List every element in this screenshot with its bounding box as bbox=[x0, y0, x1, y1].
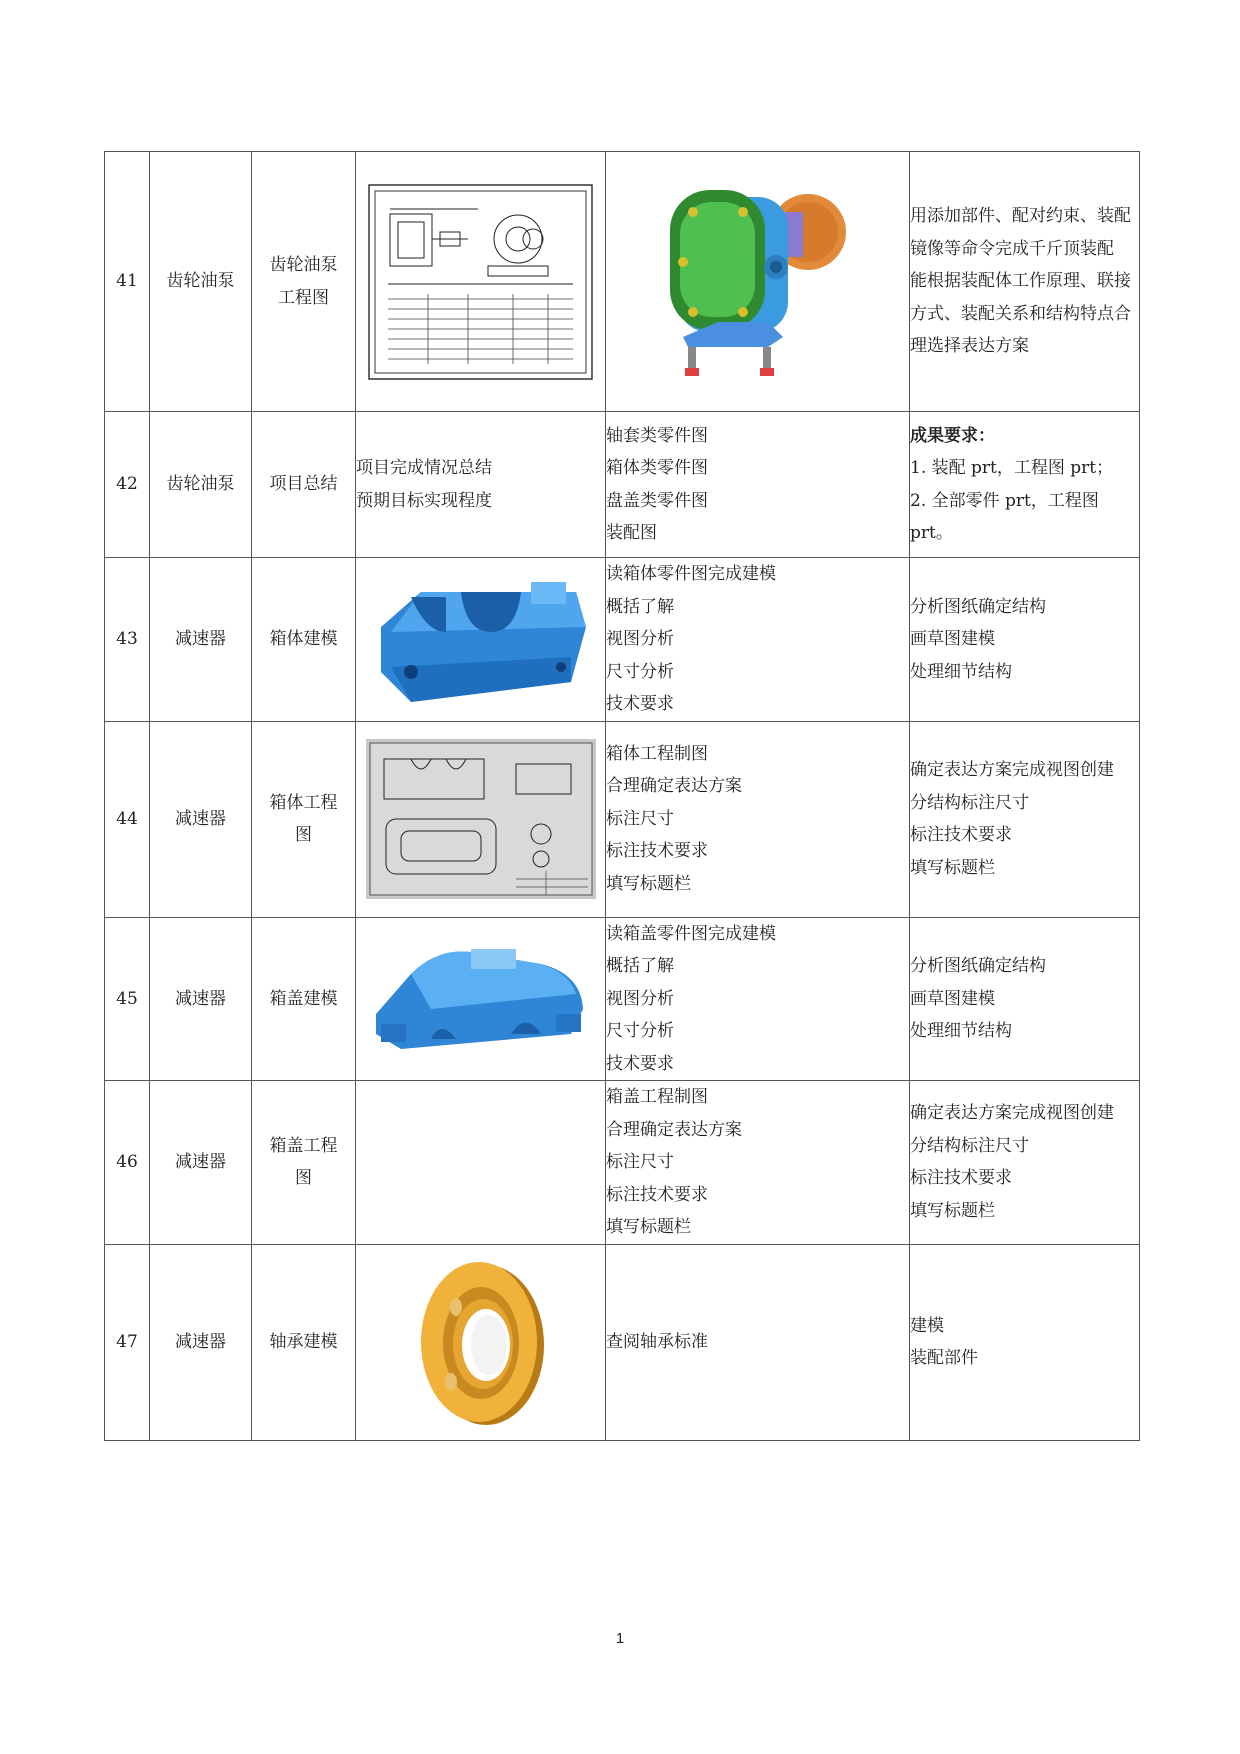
task-name: 箱体建模 bbox=[252, 558, 356, 722]
task-name: 箱盖建模 bbox=[252, 917, 356, 1081]
project-name: 减速器 bbox=[150, 1244, 252, 1440]
requirements-cell: 成果要求： 1. 装配 prt，工程图 prt； 2. 全部零件 prt，工程图 prt。 bbox=[910, 412, 1140, 558]
bearing-3d-image bbox=[356, 1244, 606, 1440]
row-number: 42 bbox=[105, 412, 150, 558]
task-name: 箱盖工程图 bbox=[252, 1081, 356, 1245]
gearbox-cover-3d-image bbox=[356, 917, 606, 1081]
table-row bbox=[105, 152, 1140, 412]
content-cell: 项目完成情况总结 预期目标实现程度 bbox=[356, 412, 606, 558]
requirements-cell: 用添加部件、配对约束、装配镜像等命令完成千斤顶装配 能根据装配体工作原理、联接方式、装配关系和结构特点合理选择表达方案 bbox=[910, 152, 1140, 412]
content-cell: 读箱盖零件图完成建模 概括了解 视图分析 尺寸分析 技术要求 bbox=[606, 917, 910, 1081]
table-row bbox=[105, 1081, 1140, 1245]
content-cell: 箱体工程制图 合理确定表达方案 标注尺寸 标注技术要求 填写标题栏 bbox=[606, 721, 910, 917]
outcome-title: 成果要求： bbox=[910, 425, 995, 446]
row-number: 45 bbox=[105, 917, 150, 1081]
task-name: 箱体工程图 bbox=[252, 721, 356, 917]
table-row bbox=[105, 721, 1140, 917]
requirements-cell: 建模 装配部件 bbox=[910, 1244, 1140, 1440]
project-name: 减速器 bbox=[150, 721, 252, 917]
requirements-cell: 确定表达方案完成视图创建 分结构标注尺寸 标注技术要求 填写标题栏 bbox=[910, 721, 1140, 917]
gearbox-base-3d-image bbox=[356, 558, 606, 722]
gearbox-drawing-image bbox=[356, 721, 606, 917]
task-name: 轴承建模 bbox=[252, 1244, 356, 1440]
requirements-cell: 分析图纸确定结构 画草图建模 处理细节结构 bbox=[910, 558, 1140, 722]
row-number: 41 bbox=[105, 152, 150, 412]
project-name: 齿轮油泵 bbox=[150, 412, 252, 558]
course-table bbox=[104, 151, 1140, 1441]
content-cell: 查阅轴承标准 bbox=[606, 1244, 910, 1440]
requirements-cell: 确定表达方案完成视图创建 分结构标注尺寸 标注技术要求 填写标题栏 bbox=[910, 1081, 1140, 1245]
table-row bbox=[105, 412, 1140, 558]
project-name: 齿轮油泵 bbox=[150, 152, 252, 412]
assembly-drawing-image bbox=[356, 152, 606, 412]
table-row bbox=[105, 917, 1140, 1081]
project-name: 减速器 bbox=[150, 558, 252, 722]
content-cell: 读箱体零件图完成建模 概括了解 视图分析 尺寸分析 技术要求 bbox=[606, 558, 910, 722]
project-name: 减速器 bbox=[150, 917, 252, 1081]
content-cell: 箱盖工程制图 合理确定表达方案 标注尺寸 标注技术要求 填写标题栏 bbox=[606, 1081, 910, 1245]
task-name: 项目总结 bbox=[252, 412, 356, 558]
page-number: 1 bbox=[615, 1630, 625, 1647]
empty-image-cell bbox=[356, 1081, 606, 1245]
row-number: 46 bbox=[105, 1081, 150, 1245]
row-number: 43 bbox=[105, 558, 150, 722]
table-row bbox=[105, 558, 1140, 722]
row-number: 47 bbox=[105, 1244, 150, 1440]
project-name: 减速器 bbox=[150, 1081, 252, 1245]
gear-pump-3d-image bbox=[606, 152, 910, 412]
task-name: 齿轮油泵工程图 bbox=[252, 152, 356, 412]
content-cell: 轴套类零件图 箱体类零件图 盘盖类零件图 装配图 bbox=[606, 412, 910, 558]
row-number: 44 bbox=[105, 721, 150, 917]
requirements-cell: 分析图纸确定结构 画草图建模 处理细节结构 bbox=[910, 917, 1140, 1081]
table-row bbox=[105, 1244, 1140, 1440]
